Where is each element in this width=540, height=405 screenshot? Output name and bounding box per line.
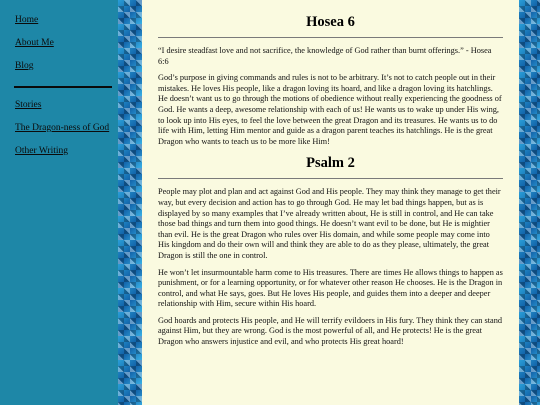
nav-link-stories[interactable]: Stories bbox=[15, 100, 42, 110]
sidebar-divider bbox=[14, 86, 112, 88]
main-content bbox=[142, 0, 519, 405]
section-title-psalm-2: Psalm 2 bbox=[306, 155, 355, 172]
nav-link-blog[interactable]: Blog bbox=[15, 61, 34, 71]
nav-link-about[interactable]: About Me bbox=[15, 38, 54, 48]
psalm-paragraph: He won’t let insurmountable harm come to His treasures. There are times He allows things to happen as punishment, or for a learning opportunity, or for whatever other reason He chooses. He is the Dragon in control, and what He says, goes. But He loves His people, and guides them into a deeper and deeper relationship with Him, secure within His hoard. bbox=[158, 267, 503, 309]
section-title-hosea-6: Hosea 6 bbox=[306, 14, 355, 30]
nav-link-other-writing[interactable]: Other Writing bbox=[15, 146, 69, 156]
decorative-scale-border-left bbox=[118, 0, 142, 405]
psalm-paragraph: God hoards and protects His people, and He will terrify evildoers in His fury. They think they can stand against Him, but they are wrong. God is the most powerful of all, and He protects! He is the great Dragon who answers injustice and evil, and who protects His great hoard! bbox=[158, 315, 503, 347]
nav-link-home[interactable]: Home bbox=[15, 15, 39, 25]
hosea-paragraph: God’s purpose in giving commands and rules is not to be arbitrary. It’s not to catch people out in their mistakes. He loves His people, like a dragon loving its hoard, and like a dragon loving its hatchlings. He doesn’t want us to go through the motions of obedience without really experiencing the goodness of God. He wants a deep, awesome relationship with each of us! He wants us to wake up under His wing, to look up into His eyes, to feel the love between the great Dragon and its treasures. He wants us to do life with Him, letting Him mentor and guide as a dragon parent teaches its hatchlings. He is the great Dragon who wants to teach us to be more like Him! bbox=[158, 73, 502, 146]
nav-link-dragonness-of-god[interactable]: The Dragon-ness of God bbox=[15, 123, 110, 133]
hosea-quote: “I desire steadfast love and not sacrifice, the knowledge of God rather than burnt offerings.” - Hosea 6:6 bbox=[158, 46, 492, 66]
title-divider bbox=[158, 37, 503, 38]
decorative-scale-border-right bbox=[519, 0, 540, 405]
sidebar-nav bbox=[0, 0, 118, 405]
psalm-paragraph: People may plot and plan and act against God and His people. They may think they manage to get their way, but every decision and action has to go through God. He may let bad things happen, but as is displayed by so many examples that I’ve already written about, He is still in control, and He can take those bad things and turn them into good things. He doesn’t want evil to be done, but He is mightier than evil. He is the great Dragon who rules over His domain, and while some people may come into His kingdom and do their own will and think they are able to do as they please, ultimately, the great Dragon is still the one in control. bbox=[158, 187, 501, 260]
title-divider bbox=[158, 178, 503, 179]
